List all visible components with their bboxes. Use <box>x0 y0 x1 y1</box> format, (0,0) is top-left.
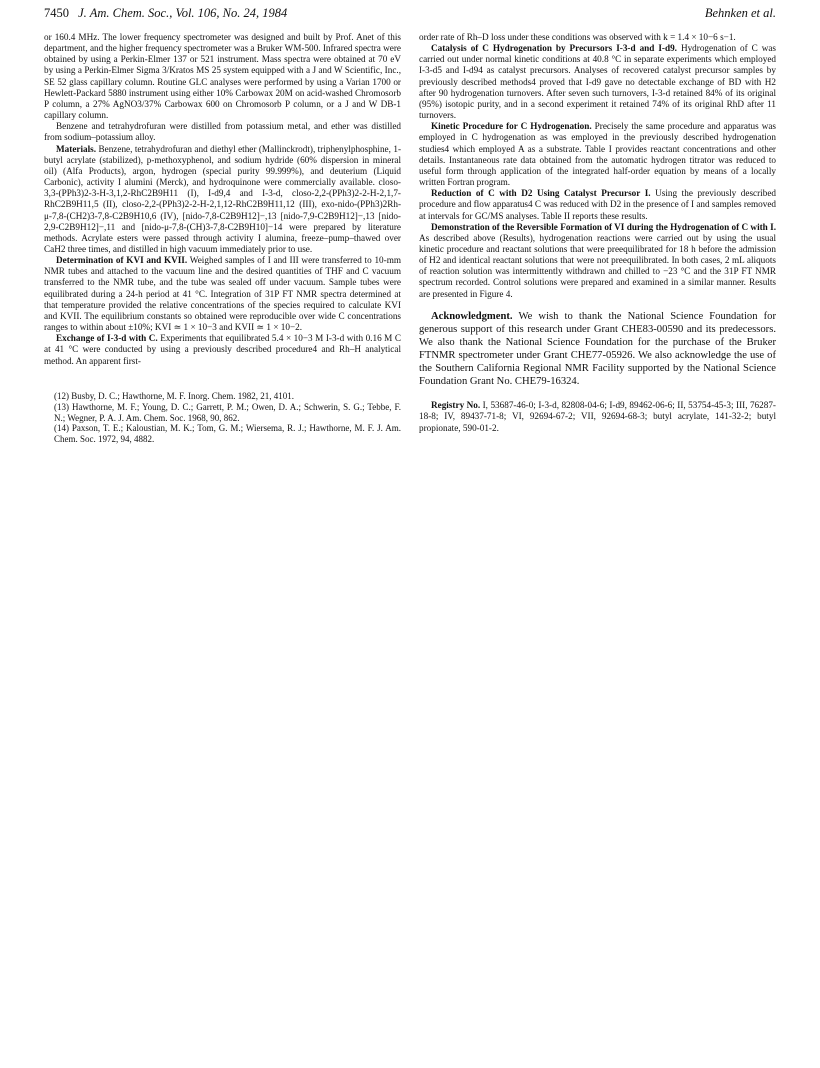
registry-text: I, 53687-46-0; I-3-d, 82808-04-6; I-d9, 89462-06-6; II, 53754-45-3; III, 76287-18-8; IV, 89437-71-8; VI, 92694-67-2; VII, 92694-68-3; butyl acrylate, 141-32-2; butyl propionate, 590-01-2. <box>419 400 776 433</box>
paragraph-instruments: or 160.4 MHz. The lower frequency spectrometer was designed and built by Prof. Anet of this department, and the higher frequency spectrometer was a Bruker WM-500. Infrared spectra were obtained by using a Perkin-Elmer 137 or 521 instrument. Mass spectra were obtained at 70 eV by using a Perkin-Elmer Sigma 3/Kratos MS 25 system equipped with a J and W Scientific, Inc., SE 52 glass capillary column. Routine GLC analyses were performed by using a Varian 1700 or Hewlett-Packard 5880 instrument using either 10% Carbowax 20M on acid-washed Chromosorb P column, a 27% AgNO3/37% Carbowax 600 on Chromosorb P column, or a J and W DB-1 capillary column. <box>44 32 401 121</box>
demonstration-text: As described above (Results), hydrogenation reactions were carried out by using the usual kinetic procedure and reactant solutions that were preequilibrated for 18 h before the admission of H2 and identical reactant solutions that were not preequilibrated. In both cases, 2 mL aliquots of reaction solution was intermittently withdrawn and chilled to −23 °C and the 31P FT NMR spectrum recorded. Control solutions were prepared and examined in a similar manner. Results are presented in Figure 4. <box>419 232 776 299</box>
paragraph-kinetic <box>419 121 776 188</box>
paragraph-demonstration <box>419 222 776 300</box>
acknowledgment-text: We wish to thank the National Science Foundation for generous support of this research under Grant CHE83-00590 and its predecessors. We also thank the National Science Foundation for the purchase of the Bruker FTNMR spectrometer under Grant CHE77-05926. We also acknowledge the use of the Southern California Regional NMR Facility supported by the National Science Foundation Grant No. CHE79-16324. <box>419 310 776 388</box>
heading-determination: Determination of KVI and KVII. <box>56 255 188 266</box>
reference-12: (12) Busby, D. C.; Hawthorne, M. F. Inorg. Chem. 1982, 21, 4101. <box>54 390 295 401</box>
heading-exchange: Exchange of I-3-d with C. <box>56 333 158 344</box>
paragraph-reduction <box>419 188 776 221</box>
heading-catalysis: Catalysis of C Hydrogenation by Precursors I-3-d and I-d9. <box>431 43 677 54</box>
right-column <box>419 32 776 434</box>
reference-13: (13) Hawthorne, M. F.; Young, D. C.; Garrett, P. M.; Owen, D. A.; Schwerin, S. G.; Tebbe, F. N.; Wegner, P. A. J. Am. Chem. Soc. 1968, 90, 862. <box>54 401 401 423</box>
paragraph-registry <box>419 400 776 433</box>
heading-demonstration: Demonstration of the Reversible Formation of VI during the Hydrogenation of C with I. <box>431 221 776 232</box>
materials-text: Benzene, tetrahydrofuran and diethyl ether (Mallinckrodt), triphenylphosphine, 1-butyl acrylate (stabilized), p-methoxyphenol, and sodium hydride (60% dispersion in mineral oil) (Alfa Products), argon, hydrogen (special purity 99.999%), and deuterium (Liquid Carbonic), activity I alumini (Merck), and hydroquinone were commercially available. closo-3,3-(PPh3)2-3-H-3,1,2-RhC2B9H11 (I), I-d9,4 and I-3-d, closo-2,2-(PPh3)2-2-H-2,1,7-RhC2B9H11,5 (II), closo-2,2-(PPh3)2-2-H-2,1,12-RhC2B9H11,12 (III), exo-nido-(PPh3)2Rh-μ-7,8-(CH2)3-7,8-C2B9H10,6 (IV), [nido-7,8-C2B9H12]−,13 [nido-7,9-C2B9H12]−,13 [nido-2,9-C2B9H12]−,11 and [nido-μ-7,8-(CH)3-7,8-C2B9H10]−14 were prepared by literature methods. Acrylate esters were passed through activity I alumina, freeze–pump–thawed over CaH2 three times, and distilled in high vacuum immediately prior to use. <box>44 143 402 254</box>
footnote-references <box>44 391 401 446</box>
determination-text: Weighed samples of I and III were transferred to 10-mm NMR tubes and attached to the vacuum line and the desired quantities of THF and C vacuum transferred to the NMR tube, and the tube was sealed off under vacuum. Sample tubes were equilibrated during a 24-h period at 41 °C. Integration of 31P FT NMR spectra determined at that temperature provided the relative concentrations of the species required to calculate KVI and KVII. The equilibrium constants so obtained were reproducible over wide C concentrations ranges to within about ±10%; KVI ≃ 1 × 10−3 and KVII ≃ 1 × 10−2. <box>44 255 401 333</box>
heading-kinetic: Kinetic Procedure for C Hydrogenation. <box>431 121 592 132</box>
heading-registry: Registry No. <box>431 400 481 411</box>
page-number: 7450 <box>44 6 69 20</box>
header-authors: Behnken et al. <box>704 6 776 20</box>
heading-materials: Materials. <box>56 143 97 154</box>
paragraph-acknowledgment <box>419 310 776 389</box>
catalysis-text: Hydrogenation of C was carried out under normal kinetic conditions at 40.8 °C in separate experiments which employed I-3-d5 and I-d94 as catalyst precursors. Analyses of recovered catalyst precursor samples by previously described methods4 proved that I-d9 gave no detectable exchange of BD with H2 after 90 hydrogenation turnovers. After seven such turnovers, I-3-d retained 84% of its original (95%) isotopic purity, and in a second experiment it retained 74% of its original RhD after 11 turnovers. <box>419 43 777 121</box>
paragraph-determination <box>44 255 401 333</box>
reduction-text: Using the previously described procedure and flow apparatus4 C was reduced with D2 in the presence of I and samples removed at intervals for GC/MS analyses. Table II reports these results. <box>419 188 777 221</box>
kinetic-text: Precisely the same procedure and apparatus was employed in C hydrogenation as was employed in the previously described hydrogenation studies4 which employed A as a substrate. Table I provides reactant concentrations and other details. Instantaneous rate data obtained from the automatic hydrogen titrator was reduced to useful form through application of the integrated half-order equation by means of a locally written Fortran program. <box>419 121 777 188</box>
heading-acknowledgment: Acknowledgment. <box>431 310 513 322</box>
paragraph-rate: order rate of Rh–D loss under these conditions was observed with k = 1.4 × 10−6 s−1. <box>419 32 736 42</box>
running-header <box>44 6 776 26</box>
reference-14: (14) Paxson, T. E.; Kaloustian, M. K.; Tom, G. M.; Wiersema, R. J.; Hawthorne, M. F. J. Am. Chem. Soc. 1972, 94, 4882. <box>54 423 401 445</box>
left-column <box>44 32 401 445</box>
paragraph-catalysis <box>419 43 776 121</box>
heading-reduction: Reduction of C with D2 Using Catalyst Precursor I. <box>431 188 651 199</box>
paragraph-exchange <box>44 333 401 366</box>
paragraph-materials <box>44 144 401 256</box>
paragraph-solvents: Benzene and tetrahydrofuran were distilled from potassium metal, and ether was distilled from sodium–potassium alloy. <box>44 121 401 143</box>
journal-citation: J. Am. Chem. Soc., Vol. 106, No. 24, 1984 <box>78 6 288 20</box>
header-left <box>44 6 287 21</box>
exchange-text: Experiments that equilibrated 5.4 × 10−3 M I-3-d with 0.16 M C at 41 °C were conducted by using a previously described procedure4 and Rh–H analytical method. An apparent first- <box>44 333 402 366</box>
